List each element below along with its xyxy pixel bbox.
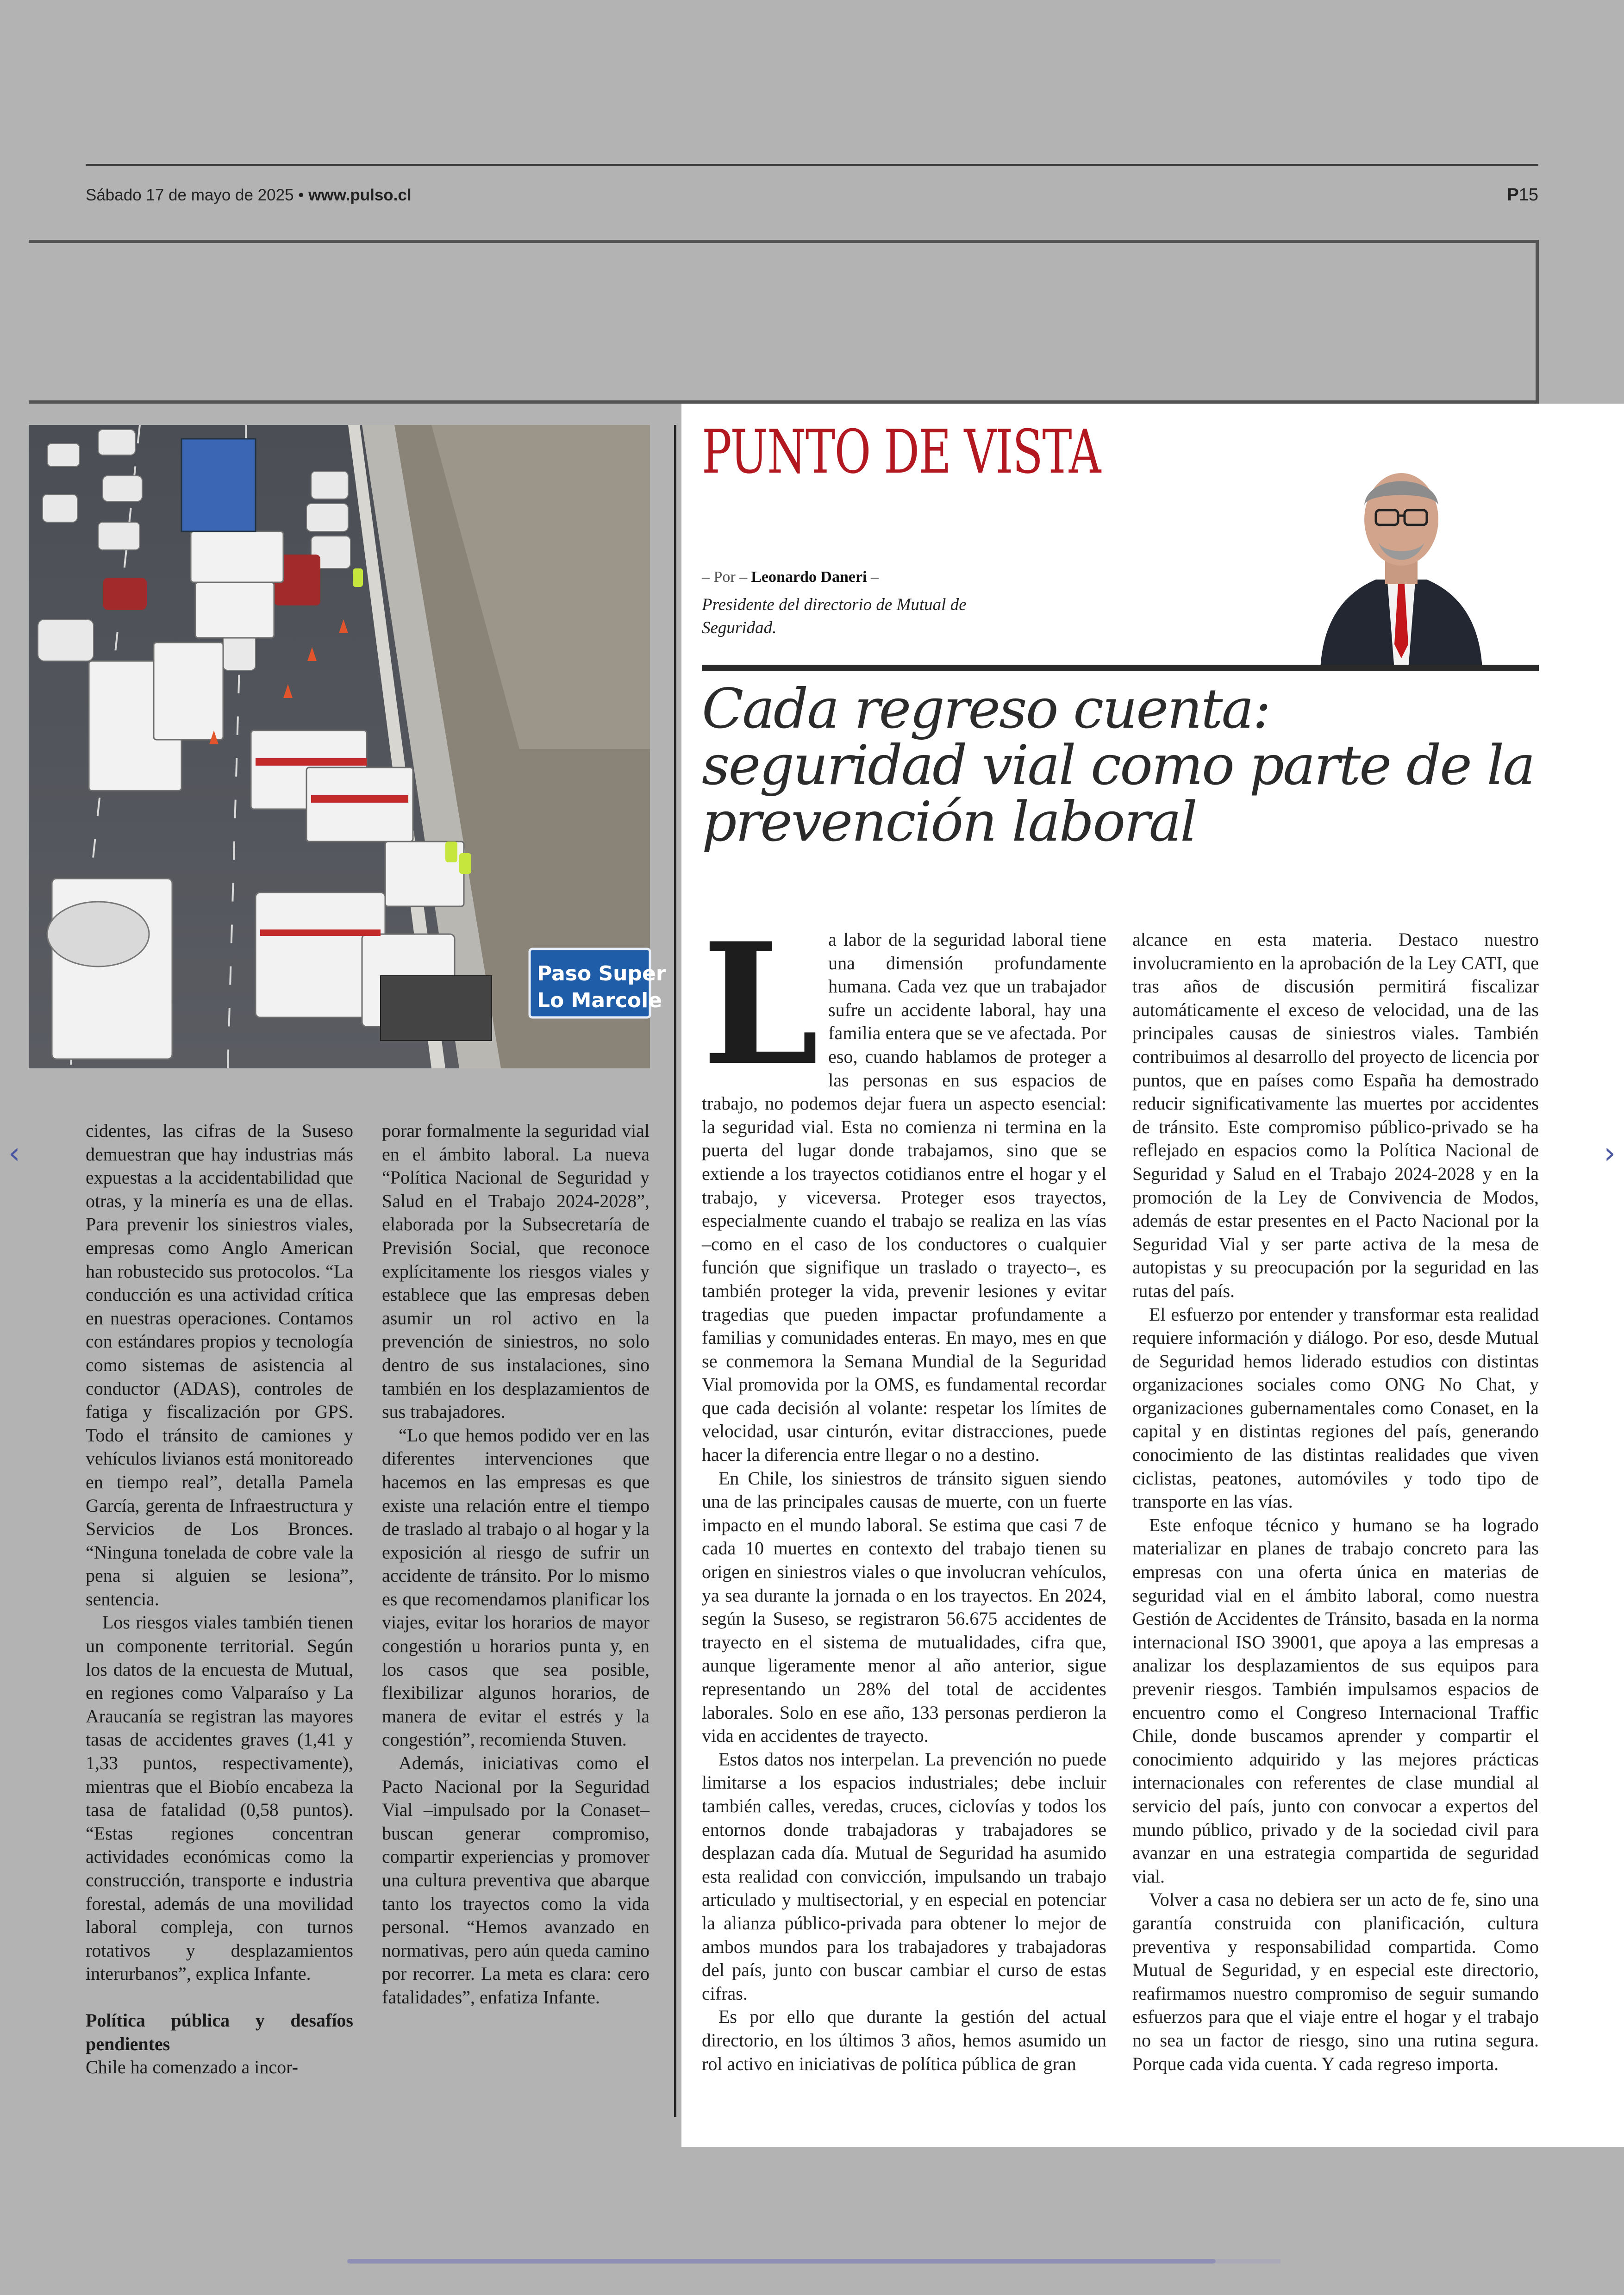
left-article-column-1	[86, 1119, 353, 2079]
dropcap: L	[702, 906, 819, 1102]
opinion-paragraph: En Chile, los siniestros de tránsito siguen siendo una de las principales causas de muerte, con un fuerte impacto en el mundo laboral. Se estima que casi 7 de cada 10 muertes en contexto del trabajo tienen su origen en siniestros viales o que involucran vehículos, ya sea durante la jornada o en los trayectos. En 2024, según la Suseso, se registraron 56.675 accidentes de trayecto en el sistema de mutualidades, cifra que, aunque ligeramente menor al año anterior, sigue representando un 28% del total de accidentes laborales. Solo en ese año, 133 personas perdieron la vida en accidentes de trayecto.	[702, 1467, 1106, 1746]
left-paragraph: Los riesgos viales también tienen un componente territorial. Según los datos de la encuesta de Mutual, en regiones como Valparaíso y La Araucanía se registran las mayores tasas de accidentes graves (1,41 y 1,33 puntos, respectivamente), mientras que el Biobío encabeza la tasa de fatalidad (0,58 puntos). “Estas regiones concentran actividades económicas como la construcción, transporte e industria forestal, además de una movilidad laboral compleja, con turnos rotativos y desplazamientos interurbanos”, explica Infante.	[86, 1612, 353, 1984]
opinion-headline: Cada regreso cuenta: seguridad vial como parte de la prevención laboral	[702, 677, 1534, 854]
page-prefix: P	[1507, 185, 1519, 205]
opinion-paragraph: Volver a casa no debiera ser un acto de fe, sino una garantía construida con planificación, cultura preventiva y responsabilidad compartida. Como Mutual de Seguridad, y en especial este directorio, reafirmamos nuestro compromiso de seguir sumando esfuerzos para que el viaje entre el hogar y el trabajo no sea un factor de riesgo, sino una rutina segura. Porque cada vida cuenta. Y cada regreso importa.	[1132, 1889, 1539, 2074]
opinion-paragraph: a labor de la seguridad laboral tiene una dimensión profundamente humana. Cada vez que un trabajador sufre un accidente laboral, hay una familia entera que se ve afectada. Por eso, cuando hablamos de proteger a las personas en sus espacios de trabajo, no podemos dejar fuera un aspecto esencial: la seguridad vial. Esta no comienza ni termina en la puerta del lugar donde trabajamos, sino que se extiende a los trayectos cotidianos entre el hogar y el trabajo, y viceversa. Proteger esos trayectos, especialmente cuando el trabajo se realiza en las vías –como en el caso de los conductores o cualquier función que signifique un traslado o trayecto–, es también proteger la vida, prevenir lesiones y evitar tragedias que pueden impactar profundamente a familias y comunidades enteras. En mayo, mes en que se conmemora la Semana Mundial de la Seguridad Vial promovida por la OMS, es fundamental recordar que cada decisión al volante: respetar los límites de velocidad, usar cinturón, evitar distracciones, puede hacer la diferencia entre llegar o no a destino.	[702, 929, 1106, 1466]
author-name: Leonardo Daneri	[751, 568, 867, 586]
photo-sign-line2: Lo Marcole	[537, 989, 662, 1012]
header-site[interactable]: www.pulso.cl	[308, 186, 412, 204]
header-date: Sábado 17 de mayo de 2025	[86, 186, 294, 204]
left-paragraph: Además, iniciativas como el Pacto Nacional por la Seguridad Vial –impulsado por la Conaset– buscan generar compromiso, compartir experiencias y promover una cultura preventiva que abarque tanto los trayectos como la vida personal. “Hemos avanzado en normativas, pero aún queda camino por recorrer. La meta es clara: cero fatalidades”, enfatiza Infante.	[382, 1752, 650, 2008]
next-page-chevron-icon[interactable]: ›	[1604, 1136, 1616, 1171]
author-role: Presidente del directorio de Mutual de Seguridad.	[702, 595, 967, 637]
opinion-paragraph: Este enfoque técnico y humano se ha logrado materializar en planes de trabajo concreto para las empresas con una oferta única en materias de seguridad vial en el ámbito laboral, como nuestra Gestión de Accidentes de Tránsito, basada en la norma internacional ISO 39001, que apoya a las empresas a analizar los desplazamientos de sus equipos para prevenir riesgos. También impulsamos espacios de encuentro como el Congreso Internacional Traffic Chile, donde buscamos aprender y compartir el conocimiento adquirido y las mejores prácticas internacionales con referentes de clase mundial al servicio del país, junto con convocar a expertos del mundo público, privado y de la sociedad civil para avanzar en una estrategia compartida de seguridad vial.	[1132, 1514, 1539, 1887]
page-number	[1507, 185, 1538, 205]
header-dateline	[86, 186, 412, 205]
left-paragraph: cidentes, las cifras de la Suseso demuestran que hay industrias más expuestas a la accidentabilidad que otras, y la minería es una de ellas. Para prevenir los siniestros viales, empresas como Anglo American han robustecido sus protocolos. “La conducción es una actividad crítica en nuestras operaciones. Contamos con estándares propios y tecnología como sistemas de asistencia al conductor (ADAS), controles de fatiga y fiscalización por GPS. Todo el tránsito de camiones y vehículos livianos está monitoreado en tiempo real”, detalla Pamela García, gerenta de Infraestructura y Servicios de Los Bronces. “Ninguna tonelada de cobre vale la pena si alguien se lesiona”, sentencia.	[86, 1120, 353, 1609]
opinion-paragraph: El esfuerzo por entender y transformar esta realidad requiere información y diálogo. Por eso, desde Mutual de Seguridad hemos liderado estudios con distintas organizaciones sociales como ONG No Chat, y organizaciones gubernamentales como Conaset, en la capital y en distintas regiones del país, generando conocimiento de las distintas realidades que viven ciclistas, peatones, automóviles y todo tipo de transporte en las vías.	[1132, 1303, 1539, 1512]
ad-frame-box	[29, 240, 1539, 404]
prev-page-chevron-icon[interactable]: ‹	[8, 1136, 20, 1171]
left-article-column-2	[382, 1119, 650, 2009]
left-paragraph: porar formalmente la seguridad vial en el ámbito laboral. La nueva “Política Nacional de Seguridad y Salud en el Trabajo 2024-2028”, elaborada por la Subsecretaría de Previsión Social, que reconoce explícitamente los riesgos viales y establece que las empresas deben asumir un rol activo en la prevención de siniestros, no solo dentro de sus instalaciones, sino también en los desplazamientos de sus trabajadores.	[382, 1120, 650, 1422]
section-kicker: PUNTO DE VISTA	[702, 417, 1100, 487]
opinion-column-1	[702, 906, 1106, 2076]
scrollbar-track-end	[1216, 2259, 1280, 2264]
headline-rule	[702, 665, 1539, 671]
opinion-paragraph: alcance en esta materia. Destaco nuestro involucramiento en la aprobación de la Ley CATI, que tras años de discusión permitirá fiscalizar automáticamente el exceso de velocidad, una de las principales causas de siniestros viales. También contribuimos al desarrollo del proyecto de licencia por puntos, que en países como España ha demostrado reducir significativamente las muertes por accidentes de tránsito. Este compromiso público-privado se ha reflejado en espacios como la Política Nacional de Seguridad y Salud en el Trabajo 2024-2028 y en la promoción de la Ley de Convivencia de Modos, además de estar presentes en el Pacto Nacional por la Seguridad Vial y ser parte activa de la mesa de autopistas y su preocupación por la seguridad en las rutas del país.	[1132, 929, 1539, 1301]
header-rule	[86, 164, 1538, 166]
opinion-paragraph: Es por ello que durante la gestión del actual directorio, en los últimos 3 años, hemos asumido un rol activo en iniciativas de política pública de gran	[702, 2006, 1106, 2074]
author-portrait	[1311, 427, 1492, 670]
left-paragraph: “Lo que hemos podido ver en las diferentes intervenciones que hacemos en las empresas es que existe una relación entre el tiempo de traslado al trabajo o al hogar y la exposición al riesgo de sufrir un accidente de tránsito. Por lo mismo es que recomendamos planificar los viajes, evitar los horarios de mayor congestión u horarios punta y, en los casos que sea posible, flexibilizar algunos horarios, de manera de evitar el estrés y la congestión”, recomienda Stuven.	[382, 1424, 650, 1750]
left-subhead: Política pública y desafíos pendientes	[86, 2009, 353, 2054]
header-separator: •	[294, 186, 309, 204]
traffic-photo	[29, 425, 666, 1068]
byline: – Por – Leonardo Daneri –	[702, 568, 879, 586]
horizontal-scrollbar[interactable]	[347, 2259, 1216, 2264]
byline-prefix: Por	[713, 568, 736, 586]
opinion-paragraph: Estos datos nos interpelan. La prevención no puede limitarse a los espacios industriales; debe incluir también calles, veredas, cruces, ciclovías y todos los entornos donde trabajadoras y trabajadores se desplazan cada día. Mutual de Seguridad ha asumido esta realidad con convicción, impulsando un trabajo articulado y multisectorial, y en especial en potenciar la alianza público-privada para obtener lo mejor de ambos mundos para los trabajadores y trabajadoras del país, junto con buscar cambiar el curso de estas cifras.	[702, 1748, 1106, 2004]
photo-sign-line1: Paso Super	[537, 962, 666, 985]
page-number-value: 15	[1518, 185, 1538, 205]
left-paragraph: Chile ha comenzado a incor-	[86, 2057, 299, 2078]
column-divider	[674, 425, 676, 2117]
opinion-column-2	[1132, 928, 1539, 2076]
